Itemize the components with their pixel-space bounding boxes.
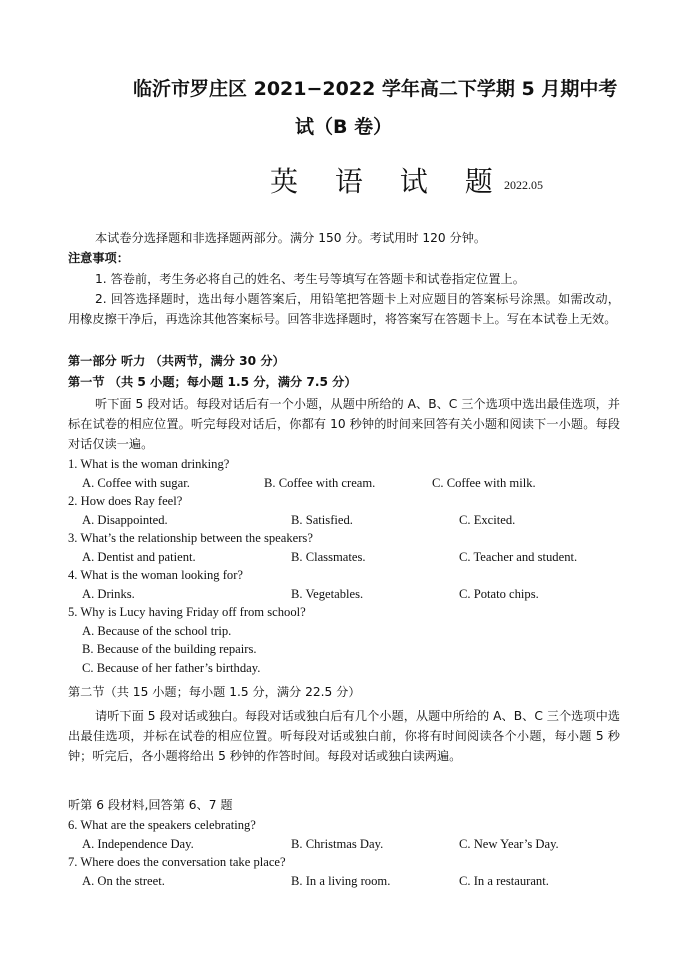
question-4-option-a: A. Drinks. [82,587,135,601]
question-7-option-b: B. In a living room. [291,874,391,888]
question-3-option-b: B. Classmates. [291,550,366,564]
question-2-option-b: B. Satisfied. [291,513,353,527]
question-7-stem: 7. Where does the conversation take place? [68,855,286,869]
question-6-option-c: C. New Year’s Day. [459,837,559,851]
question-4-stem: 4. What is the woman looking for? [68,568,243,582]
question-2-option-c: C. Excited. [459,513,516,527]
exam-date: 2022.05 [504,178,543,192]
part1-heading: 第一部分 听力 （共两节，满分 30 分） [68,354,285,368]
section2-heading: 第二节（共 15 小题；每小题 1.5 分，满分 22.5 分） [68,685,361,699]
exam-title-line1: 临沂市罗庄区 2021−2022 学年高二下学期 5 月期中考 [133,78,618,100]
question-7-option-c: C. In a restaurant. [459,874,549,888]
notes-item-1: 1. 答卷前，考生务必将自己的姓名、考生号等填写在答题卡和试卷指定位置上。 [95,272,525,286]
section1-heading: 第一节 （共 5 小题；每小题 1.5 分，满分 7.5 分） [68,375,357,389]
question-1-option-b: B. Coffee with cream. [264,476,376,490]
section2-instructions: 请听下面 5 段对话或独白。每段对话或独白后有几个小题，从题中所给的 A、B、C 三个选项中选出最佳选项，并标在试卷的相应位置。听每段对话或独白前，你将有时间阅读各个小题，每小题 5 秒钟；听完后，各小题将给出 5 秒钟的作答时间。每段对话或独白读两遍。 [68,709,620,763]
question-3-option-c: C. Teacher and student. [459,550,578,564]
exam-intro: 本试卷分选择题和非选择题两部分。满分 150 分。考试用时 120 分钟。 [95,231,487,245]
question-1-stem: 1. What is the woman drinking? [68,457,230,471]
question-6-stem: 6. What are the speakers celebrating? [68,818,256,832]
question-4-option-c: C. Potato chips. [459,587,539,601]
question-2-stem: 2. How does Ray feel? [68,494,183,508]
question-7-option-a: A. On the street. [82,874,165,888]
question-3-option-a: A. Dentist and patient. [82,550,196,564]
question-5-stem: 5. Why is Lucy having Friday off from school? [68,605,306,619]
subject-title: 英 语 试 题 [270,165,507,198]
notes-heading: 注意事项： [68,251,129,265]
exam-title-line2: 试（B 卷） [295,116,393,138]
question-5-option-a: A. Because of the school trip. [82,624,232,638]
question-6-option-a: A. Independence Day. [82,837,194,851]
question-6-option-b: B. Christmas Day. [291,837,384,851]
question-4-option-b: B. Vegetables. [291,587,364,601]
question-5-option-c: C. Because of her father’s birthday. [82,661,261,675]
section1-instructions: 听下面 5 段对话。每段对话后有一个小题，从题中所给的 A、B、C 三个选项中选出最佳选项，并标在试卷的相应位置。听完每段对话后，你都有 10 秒钟的时间来回答有关小题和阅读下一小题。每段对话仅读一遍。 [68,397,620,451]
question-2-option-a: A. Disappointed. [82,513,168,527]
notes-item-2: 2. 回答选择题时，选出每小题答案后，用铅笔把答题卡上对应题目的答案标号涂黑。如需改动，用橡皮擦干净后，再选涂其他答案标号。回答非选择题时，将答案写在答题卡上。写在本试卷上无效。 [68,292,620,326]
question-1-option-a: A. Coffee with sugar. [82,476,190,490]
question-3-stem: 3. What’s the relationship between the speakers? [68,531,313,545]
question-1-option-c: C. Coffee with milk. [432,476,536,490]
material-6-instruction: 听第 6 段材料,回答第 6、7 题 [68,798,233,812]
question-5-option-b: B. Because of the building repairs. [82,642,257,656]
